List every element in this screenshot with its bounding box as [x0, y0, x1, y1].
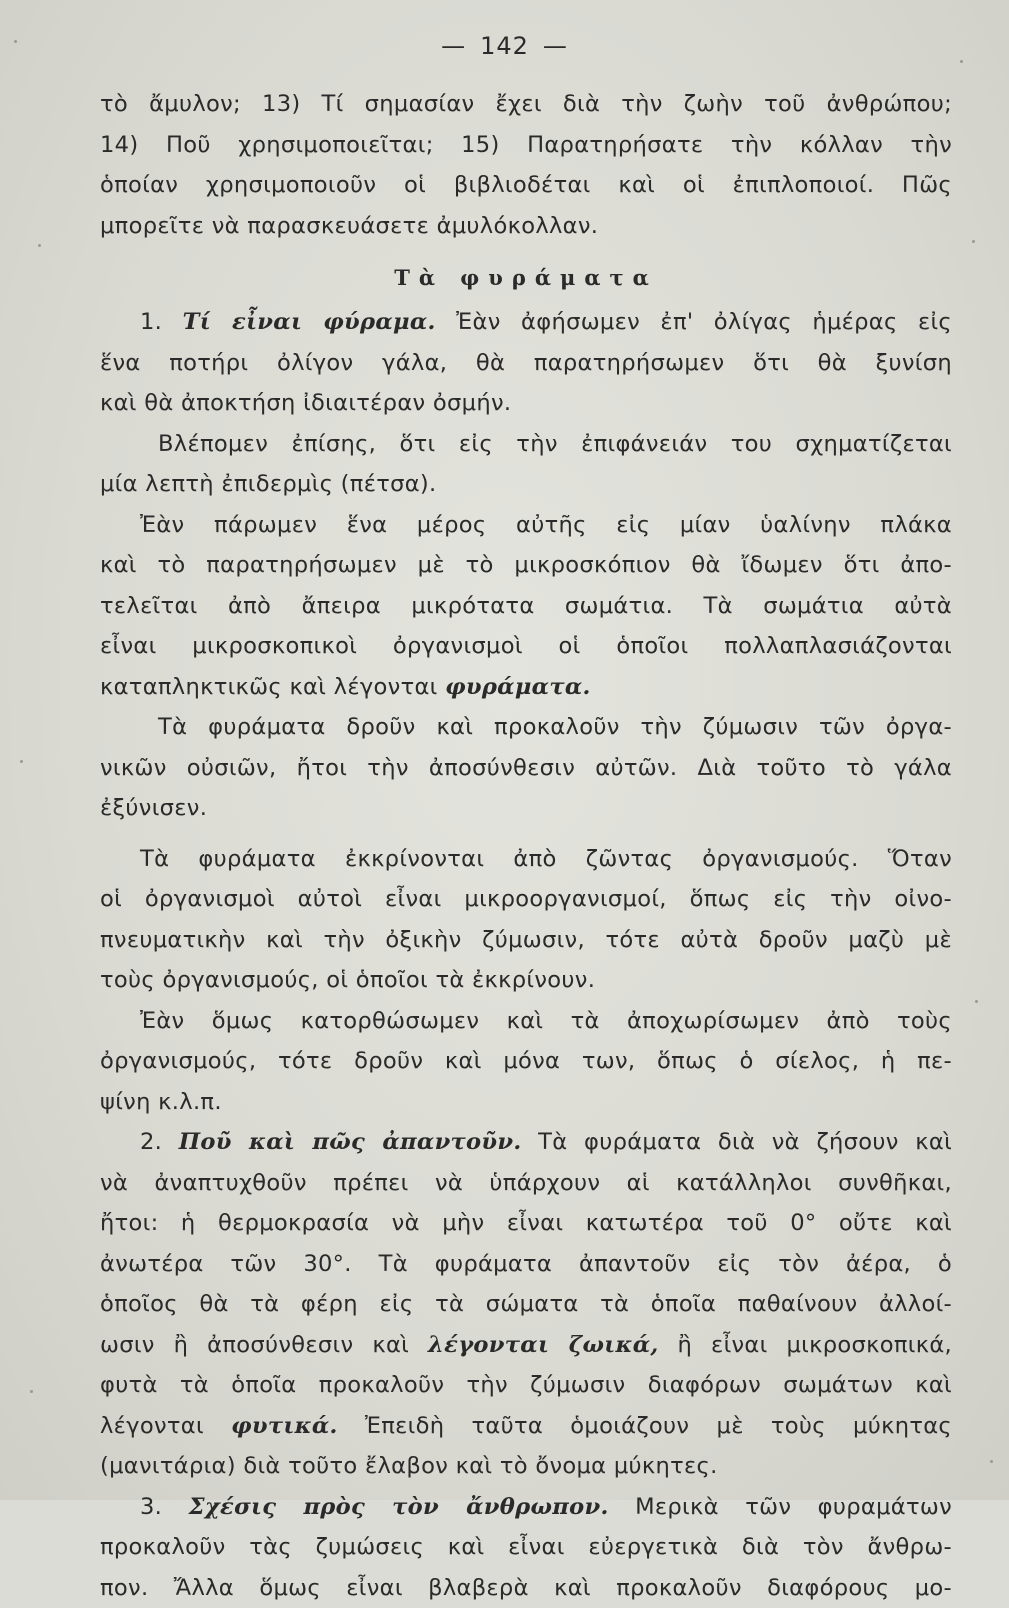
paper-speck — [990, 1460, 993, 1463]
text-line — [100, 302, 952, 343]
section-2 — [100, 1122, 952, 1487]
intro-paragraph — [100, 84, 952, 246]
text-line: ἕνα ποτήρι ὀλίγον γάλα, θὰ παρατηρήσωμεν ὅτι θὰ ξυνίση — [100, 343, 952, 384]
paper-speck — [972, 240, 975, 243]
section-heading: Τὰ φυράματα — [100, 246, 952, 302]
paper-speck — [975, 1000, 978, 1003]
section-3 — [100, 1487, 952, 1608]
text-line: μία λεπτὴ ἐπιδερμὶς (πέτσα). — [100, 464, 952, 505]
text-line: ὀργανισμούς, τότε δροῦν καὶ μόνα των, ὅπως ὁ σίελος, ἡ πε- — [100, 1041, 952, 1082]
text-line: Τὰ φυράματα ἐκκρίνονται ἀπὸ ζῶντας ὀργανισμούς. Ὅταν — [100, 839, 952, 880]
line-text: Ἐπειδὴ ταῦτα ὁμοιάζουν μὲ τοὺς μύκητας — [365, 1413, 952, 1439]
text-line: μπορεῖτε νὰ παρασκευάσετε ἀμυλόκολλαν. — [100, 206, 952, 247]
text-line — [100, 1122, 952, 1163]
text-line: πον. Ἄλλα ὅμως εἶναι βλαβερὰ καὶ προκαλοῦν διαφόρους μο- — [100, 1568, 952, 1608]
text-line: νὰ ἀναπτυχθοῦν πρέπει νὰ ὑπάρχουν αἱ κατάλληλοι συνθῆκαι, — [100, 1163, 952, 1204]
section-title: Σχέσις πρὸς τὸν ἄνθρωπον. — [189, 1494, 609, 1520]
text-line: Βλέπομεν ἐπίσης, ὅτι εἰς τὴν ἐπιφάνειάν του σχηματίζεται — [100, 424, 952, 465]
section-number: 3. — [140, 1494, 162, 1520]
section-number: 1. — [140, 309, 162, 335]
text-line: 14) Ποῦ χρησιμοποιεῖται; 15) Παρατηρήσατε τὴν κόλλαν τὴν — [100, 125, 952, 166]
line-text: Τὰ φυράματα διὰ νὰ ζήσουν καὶ — [538, 1129, 952, 1155]
text-line: ψίνη κ.λ.π. — [100, 1082, 952, 1123]
paper-speck — [20, 760, 23, 763]
text-line: ὁποίαν χρησιμοποιοῦν οἱ βιβλιοδέται καὶ οἱ ἐπιπλοποιοί. Πῶς — [100, 165, 952, 206]
text-line: ἀνωτέρα τῶν 30°. Τὰ φυράματα ἀπαντοῦν εἰς τὸν ἀέρα, ὁ — [100, 1244, 952, 1285]
emphasis-term: λέγονται ζωικά, — [428, 1332, 659, 1358]
line-text: Μερικὰ τῶν φυραμάτων — [635, 1494, 952, 1520]
text-line: Ἐὰν πάρωμεν ἕνα μέρος αὐτῆς εἰς μίαν ὑαλίνην πλάκα — [100, 505, 952, 546]
text-line: νικῶν οὐσιῶν, ἤτοι τὴν ἀποσύνθεσιν αὐτῶν. Διὰ τοῦτο τὸ γάλα — [100, 748, 952, 789]
section-title: Τί εἶναι φύραμα. — [183, 309, 436, 335]
text-line: ὁποῖος θὰ τὰ φέρη εἰς τὰ σώματα τὰ ὁποῖα παθαίνουν ἀλλοί- — [100, 1284, 952, 1325]
text-line: ἤτοι: ἡ θερμοκρασία νὰ μὴν εἶναι κατωτέρα τοῦ 0° οὔτε καὶ — [100, 1203, 952, 1244]
line-text: καταπληκτικῶς καὶ λέγονται — [100, 674, 438, 700]
text-line: φυτὰ τὰ ὁποῖα προκαλοῦν τὴν ζύμωσιν διαφόρων σωμάτων καὶ — [100, 1365, 952, 1406]
text-line — [100, 1487, 952, 1528]
line-text: ωσιν ἢ ἀποσύνθεσιν καὶ — [100, 1332, 409, 1358]
emphasis-term: φυράματα. — [445, 674, 591, 700]
text-line — [100, 1406, 952, 1447]
text-line: καὶ θὰ ἀποκτήση ἰδιαιτέραν ὀσμήν. — [100, 383, 952, 424]
text-line: προκαλοῦν τὰς ζυμώσεις καὶ εἶναι εὐεργετικὰ διὰ τὸν ἄνθρω- — [100, 1527, 952, 1568]
text-line: τοὺς ὀργανισμούς, οἱ ὁποῖοι τὰ ἐκκρίνουν. — [100, 960, 952, 1001]
line-text: Ἐὰν ἀφήσωμεν ἐπ' ὀλίγας ἡμέρας εἰς — [456, 309, 952, 335]
paper-speck — [30, 1390, 33, 1393]
text-line: καὶ τὸ παρατηρήσωμεν μὲ τὸ μικροσκόπιον θὰ ἴδωμεν ὅτι ἀπο- — [100, 545, 952, 586]
text-line: (μανιτάρια) διὰ τοῦτο ἔλαβον καὶ τὸ ὄνομα μύκητες. — [100, 1446, 952, 1487]
section-1 — [100, 302, 952, 1122]
line-text: ἢ εἶναι μικροσκοπικά, — [678, 1332, 952, 1358]
text-line — [100, 1325, 952, 1366]
emphasis-term: φυτικά. — [231, 1413, 338, 1439]
page-body — [100, 84, 952, 1608]
paper-speck — [14, 40, 17, 43]
text-line: τὸ ἄμυλον; 13) Τί σημασίαν ἔχει διὰ τὴν ζωὴν τοῦ ἀνθρώπου; — [100, 84, 952, 125]
page-number: — 142 — — [0, 32, 1009, 60]
text-line: εἶναι μικροσκοπικοὶ ὀργανισμοὶ οἱ ὁποῖοι πολλαπλασιάζονται — [100, 626, 952, 667]
text-line: ἐξύνισεν. — [100, 788, 952, 829]
text-line: οἱ ὀργανισμοὶ αὐτοὶ εἶναι μικροοργανισμοί, ὅπως εἰς τὴν οἰνο- — [100, 879, 952, 920]
text-line: τελεῖται ἀπὸ ἄπειρα μικρότατα σωμάτια. Τὰ σωμάτια αὐτὰ — [100, 586, 952, 627]
text-line: πνευματικὴν καὶ τὴν ὀξικὴν ζύμωσιν, τότε αὐτὰ δροῦν μαζὺ μὲ — [100, 920, 952, 961]
text-line: Τὰ φυράματα δροῦν καὶ προκαλοῦν τὴν ζύμωσιν τῶν ὀργα- — [100, 707, 952, 748]
text-line: Ἐὰν ὅμως κατορθώσωμεν καὶ τὰ ἀποχωρίσωμεν ἀπὸ τοὺς — [100, 1001, 952, 1042]
section-title: Ποῦ καὶ πῶς ἀπαντοῦν. — [179, 1129, 522, 1155]
paper-speck — [960, 60, 963, 63]
line-text: λέγονται — [100, 1413, 204, 1439]
text-line — [100, 667, 952, 708]
paper-speck — [38, 244, 41, 247]
section-number: 2. — [140, 1129, 162, 1155]
